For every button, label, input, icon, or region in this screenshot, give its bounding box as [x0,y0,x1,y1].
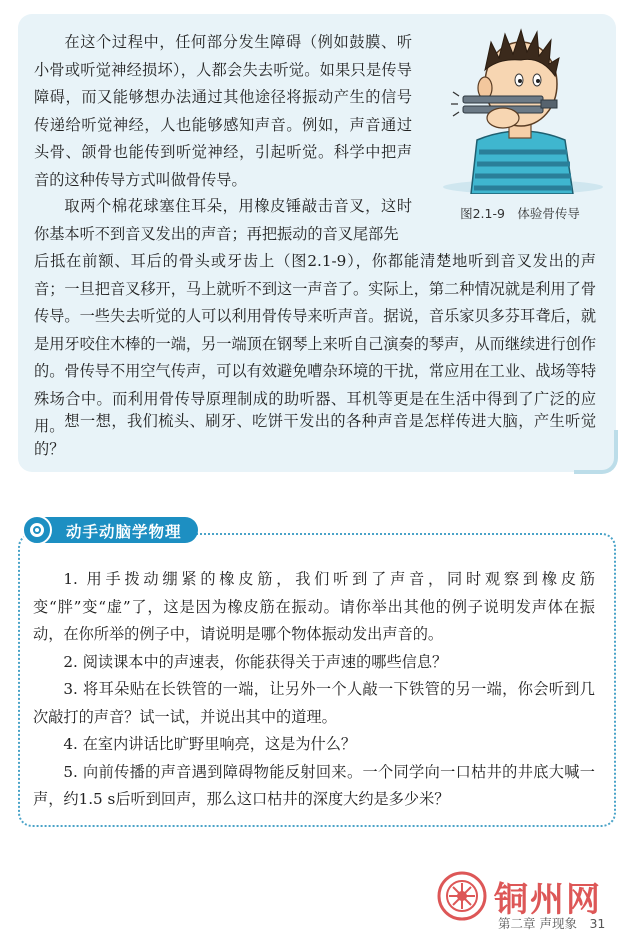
boy-with-tuning-fork-image [433,22,608,194]
exercise-item: 3. 将耳朵贴在长铁管的一端，让另外一个人敲一下铁管的另一端，你会听到几次敲打的声音？试一试，并说出其中的道理。 [33,680,595,726]
exercise-item: 2. 阅读课本中的声速表，你能获得关于声速的哪些信息？ [63,652,448,671]
activity-title: 动手动脑学物理 [66,523,182,541]
page-footer: 第二章 声现象 31 [498,916,606,931]
reading-paragraph-2-rest: 后抵在前额、耳后的骨头或牙齿上（图2.1-9），你都能清楚地听到音叉发出的声音；一旦把音叉移开，马上就听不到这一声音了。实际上，第二种情况就是利用了骨传导。一些失去听觉的人可以利用骨传导来听声音。据说，音乐家贝多芬耳聋后，就是用牙咬住木棒的一端，另一端顶在钢琴上来听自己演奏的琴声，从而继续进行创作的。骨传导不用空气传声，可以有效避免嘈杂环境的干扰，常应用在工业、战场等特殊场合中。而利用骨传导原理制成的助听器、耳机等更是在生活中得到了广泛的应用。 [34,252,596,435]
site-watermark [432,868,622,928]
bone-conduction-illustration [433,22,608,194]
reading-paragraph-2-start: 取两个棉花球塞住耳朵，用橡皮锤敲击音叉，这时你基本听不到音叉发出的声音；再把振动的音叉尾部先 [34,197,412,243]
exercise-item: 5. 向前传播的声音遇到障碍物能反射回来。一个同学向一口枯井的井底大喊一声，约1.5 s后听到回声，那么这口枯井的深度大约是多少米？ [33,762,595,808]
exercise-list [33,566,595,814]
reading-paragraph-3: 想一想，我们梳头、刷牙、吃饼干发出的各种声音是怎样传进大脑，产生听觉的？ [34,412,596,458]
figure-caption: 图2.1-9 体验骨传导 [460,206,580,221]
exercise-item: 4. 在室内讲话比旷野里响亮，这是为什么？ [63,735,357,753]
activity-header [22,515,198,545]
watermark-text: 铜州网 [494,880,602,920]
exercise-item: 1. 用手拨动绷紧的橡皮筋，我们听到了声音，同时观察到橡皮筋变“胖”变“虚”了，这是因为橡皮筋在振动。请你举出其他的例子说明发声体在振动，在你所举的例子中，请说明是哪个物体振动发出声音的。 [33,570,595,643]
target-icon [22,515,52,545]
reading-paragraph-1: 在这个过程中，任何部分发生障碍（例如鼓膜、听小骨或听觉神经损坏），人都会失去听觉。如果只是传导障碍，而又能够想办法通过其他途径将振动产生的信号传递给听觉神经，人也能够感知声音。例如，声音通过头骨、颌骨也能传到听觉神经，引起听觉。科学中把声音的这种传导方式叫做骨传导。 [34,33,412,189]
seal-logo-icon [436,870,488,922]
